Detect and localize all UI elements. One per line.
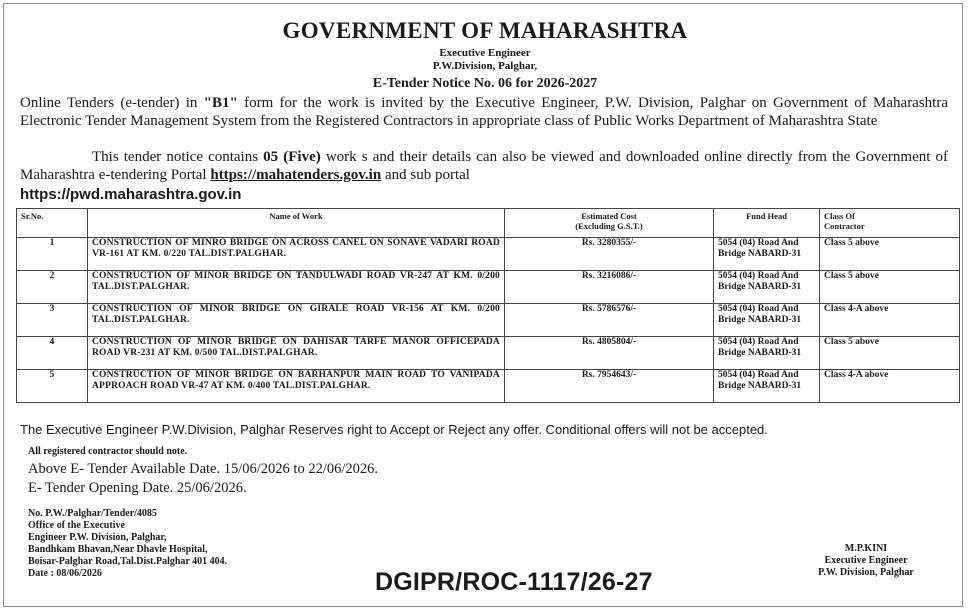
cell-sr-no: 2	[17, 271, 88, 304]
opening-date: E- Tender Opening Date. 25/06/2026.	[28, 480, 247, 496]
signatory-division: P.W. Division, Palghar	[818, 567, 914, 578]
table-row	[17, 370, 960, 403]
cell-estimated-cost: Rs. 5786576/-	[505, 304, 714, 337]
works-paragraph	[20, 148, 948, 184]
table-row	[17, 271, 960, 304]
signatory-name: M.P.KINI	[844, 543, 888, 554]
intro-text-cont: form for the work is invited by the Executive Engineer, P.W. Division, Palghar on Government of Maharashtra Electronic Tender Management System from the Registered Contractors in appropriate class of Public Works Department of Maharashtra State	[20, 95, 949, 129]
office-line: Boisar-Palghar Road,Tal.Dist.Palghar 401 404.	[28, 556, 228, 567]
header-cost-note: (Excluding G.S.T.)	[575, 221, 643, 231]
contractor-note: All registered contractor should note.	[28, 446, 188, 457]
cell-fund-head: 5054 (04) Road And Bridge NABARD-31	[714, 337, 820, 370]
table-row	[17, 304, 960, 337]
cell-fund-head: 5054 (04) Road And Bridge NABARD-31	[714, 370, 820, 403]
cell-name-of-work: CONSTRUCTION OF MINOR BRIDGE ON BARHANPUR MAIN ROAD TO VANIPADA APPROACH ROAD VR-47 AT KM. 0/400 TAL.DIST.PALGHAR.	[88, 370, 505, 403]
signature-block	[776, 543, 956, 579]
available-date: Above E- Tender Available Date. 15/06/2026 to 22/06/2026.	[28, 461, 379, 477]
office-line: Office of the Executive	[28, 520, 125, 531]
tender-dates	[28, 460, 378, 498]
works-text-end: and sub portal	[381, 167, 470, 183]
issue-date: Date : 08/06/2026	[28, 568, 102, 579]
cell-sr-no: 1	[17, 238, 88, 271]
cell-name-of-work: CONSTRUCTION OF MINOR BRIDGE ON GIRALE ROAD VR-156 AT KM. 0/200 TAL.DIST.PALGHAR.	[88, 304, 505, 337]
cell-class: Class 5 above	[820, 271, 960, 304]
reserve-rights-statement: The Executive Engineer P.W.Division, Palghar Reserves right to Accept or Reject any offer. Conditional offers will not be accepted.	[20, 422, 768, 437]
cell-estimated-cost: Rs. 7954643/-	[505, 370, 714, 403]
header-estimated-cost	[505, 209, 714, 238]
header-fund-head: Fund Head	[714, 209, 820, 238]
header-class-line1: Class Of	[824, 211, 855, 221]
cell-class: Class 5 above	[820, 238, 960, 271]
cell-class: Class 4-A above	[820, 370, 960, 403]
cell-class: Class 4-A above	[820, 304, 960, 337]
table-row	[17, 337, 960, 370]
intro-text: Online Tenders (e-tender) in	[20, 95, 204, 111]
cell-class: Class 5 above	[820, 337, 960, 370]
intro-paragraph	[20, 94, 948, 130]
office-line: Bandhkam Bhavan,Near Dhavle Hospital,	[28, 544, 208, 555]
dgipr-reference: DGIPR/ROC-1117/26-27	[375, 568, 653, 596]
works-table	[16, 208, 960, 403]
cell-estimated-cost: Rs. 3216086/-	[505, 271, 714, 304]
cell-sr-no: 4	[17, 337, 88, 370]
cell-name-of-work: CONSTRUCTION OF MINOR BRIDGE ON DAHISAR TARFE MANOR OFFICEPADA ROAD VR-231 AT KM. 0/500 TAL.DIST.PALGHAR.	[88, 337, 505, 370]
portal-link[interactable]: https://mahatenders.gov.in	[210, 167, 382, 183]
cell-sr-no: 3	[17, 304, 88, 337]
signatory-designation: Executive Engineer	[824, 555, 908, 566]
page-title: GOVERNMENT OF MAHARASHTRA	[282, 18, 688, 43]
works-count: 05 (Five)	[263, 149, 321, 165]
header-cost-label: Estimated Cost	[581, 211, 637, 221]
works-text: This tender notice contains	[92, 149, 264, 165]
issuing-officer: Executive Engineer	[439, 47, 531, 59]
table-row	[17, 238, 960, 271]
cell-fund-head: 5054 (04) Road And Bridge NABARD-31	[714, 271, 820, 304]
cell-name-of-work: CONSTRUCTION OF MINRO BRIDGE ON ACROSS CANEL ON SONAVE VADARI ROAD VR-161 AT KM. 0/220 TAL.DIST.PALGHAR.	[88, 238, 505, 271]
works-text-cont: work s and their details can also be viewed and downloaded online directly from the Government of Maharashtra e-tendering Portal	[20, 149, 948, 183]
cell-estimated-cost: Rs. 4805804/-	[505, 337, 714, 370]
table-header-row	[17, 209, 960, 238]
cell-fund-head: 5054 (04) Road And Bridge NABARD-31	[714, 304, 820, 337]
cell-name-of-work: CONSTRUCTION OF MINOR BRIDGE ON TANDULWADI ROAD VR-247 AT KM. 0/200 TAL.DIST.PALGHAR.	[88, 271, 505, 304]
cell-fund-head: 5054 (04) Road And Bridge NABARD-31	[714, 238, 820, 271]
header-sr-no: Sr.No.	[17, 209, 88, 238]
header-class-line2: Contractor	[824, 221, 865, 231]
cell-sr-no: 5	[17, 370, 88, 403]
office-line: Engineer P.W. Division, Palghar,	[28, 532, 167, 543]
office-address-block	[28, 508, 227, 580]
issuing-division: P.W.Division, Palghar,	[432, 60, 538, 72]
tender-notice-number: E-Tender Notice No. 06 for 2026-2027	[372, 76, 598, 91]
form-type: "B1"	[203, 95, 238, 111]
cell-estimated-cost: Rs. 3280355/-	[505, 238, 714, 271]
header-class-of-contractor	[820, 209, 960, 238]
reference-number: No. P.W./Palghar/Tender/4085	[28, 508, 157, 519]
header-name-of-work: Name of Work	[88, 209, 505, 238]
sub-portal-link[interactable]: https://pwd.maharashtra.gov.in	[20, 186, 242, 203]
